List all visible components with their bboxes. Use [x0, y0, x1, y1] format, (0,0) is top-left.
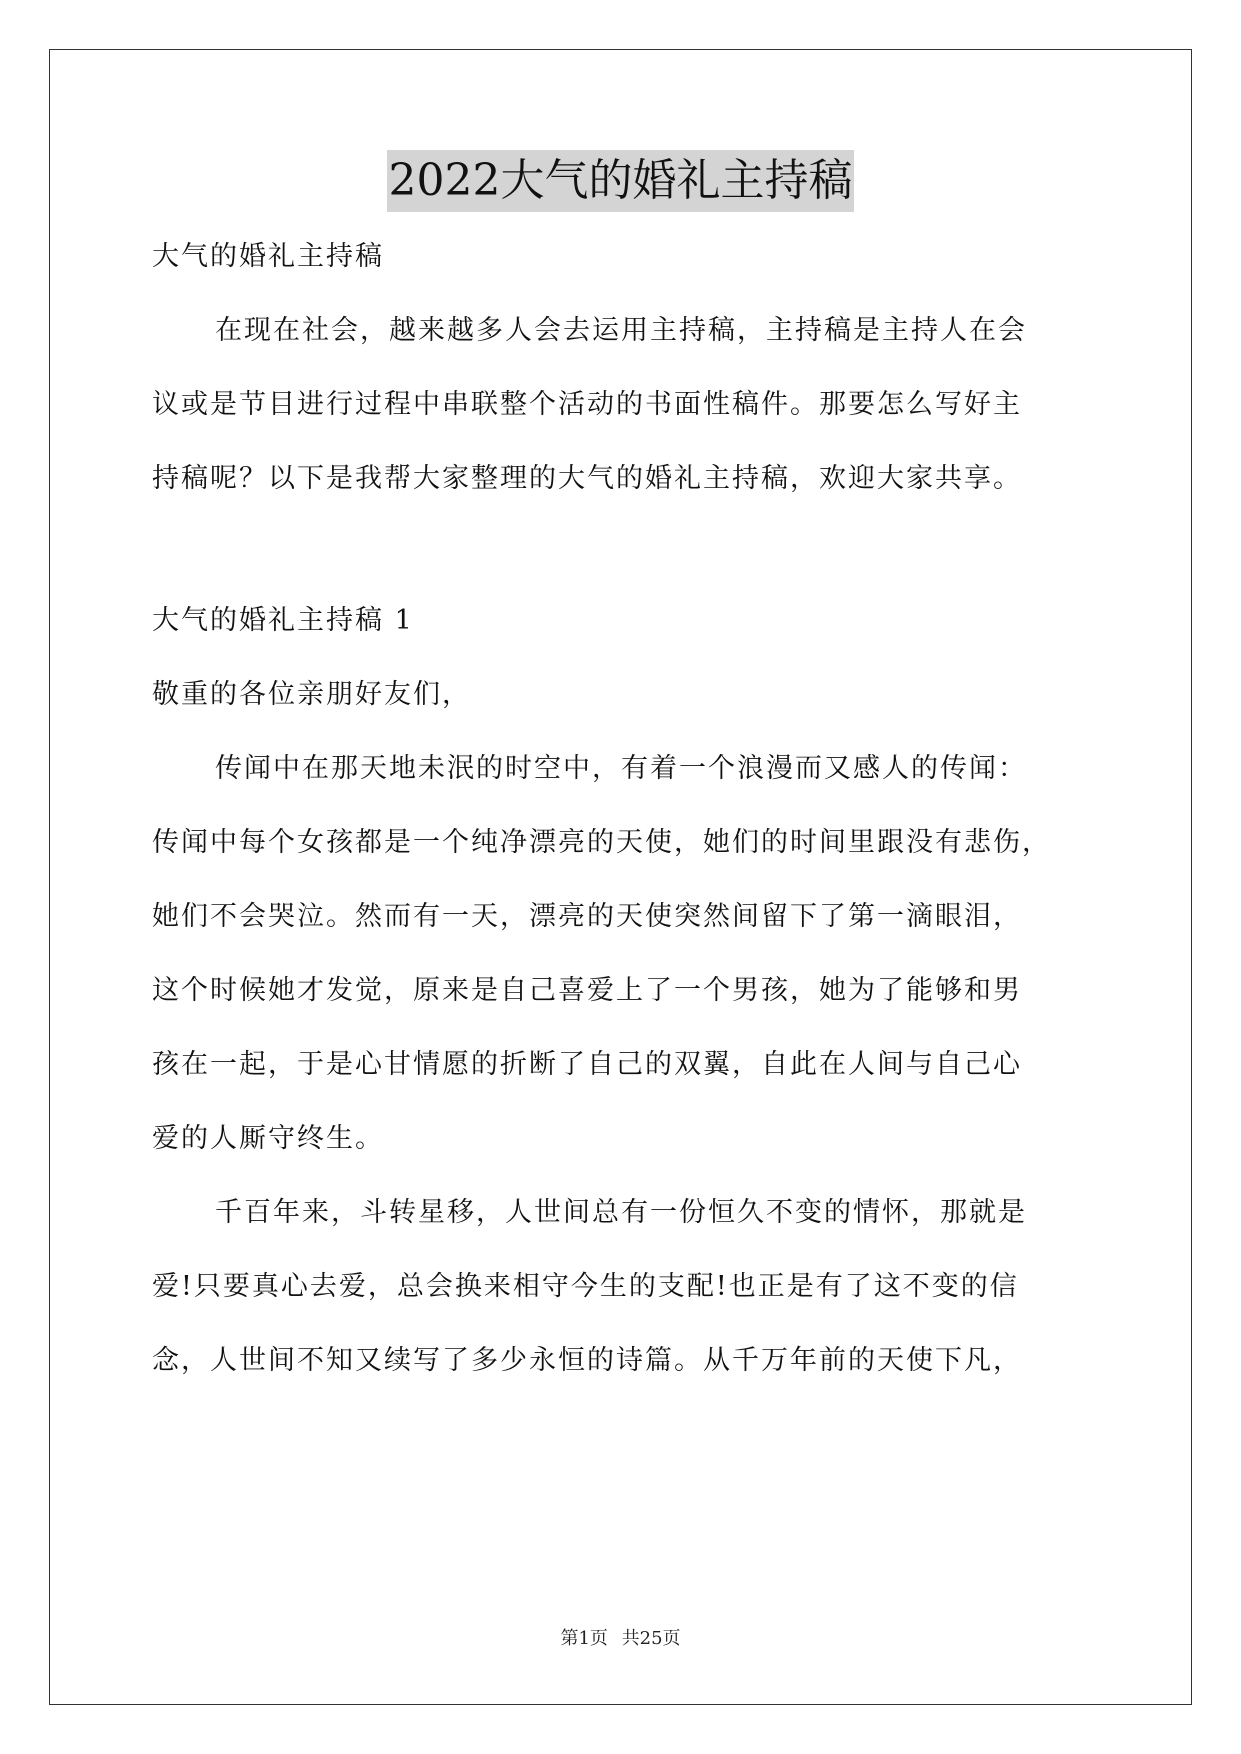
paragraph-line: 传闻中在那天地未泯的时空中，有着一个浪漫而又感人的传闻： — [215, 753, 1027, 784]
paragraph-line: 爱的人厮守终生。 — [152, 1123, 384, 1154]
paragraph-line: 念，人世间不知又续写了多少永恒的诗篇。从千万年前的天使下凡， — [152, 1345, 1022, 1376]
salutation: 敬重的各位亲朋好友们， — [152, 679, 471, 710]
title-container — [0, 150, 1241, 212]
paragraph-line: 持稿呢？以下是我帮大家整理的大气的婚礼主持稿，欢迎大家共享。 — [152, 463, 1022, 494]
paragraph-line: 她们不会哭泣。然而有一天，漂亮的天使突然间留下了第一滴眼泪， — [152, 901, 1022, 932]
page-total: 共25页 — [621, 1628, 681, 1649]
section-heading: 大气的婚礼主持稿 1 — [152, 605, 414, 636]
page-number: 第1页 — [560, 1628, 608, 1649]
paragraph-line: 爱!只要真心去爱，总会换来相守今生的支配!也正是有了这不变的信 — [152, 1271, 1019, 1302]
section-heading: 大气的婚礼主持稿 — [152, 241, 384, 272]
page-footer — [0, 1627, 1241, 1651]
paragraph-line: 孩在一起，于是心甘情愿的折断了自己的双翼，自此在人间与自己心 — [152, 1049, 1022, 1080]
paragraph-line: 在现在社会，越来越多人会去运用主持稿，主持稿是主持人在会 — [215, 315, 1027, 346]
paragraph-line: 千百年来，斗转星移，人世间总有一份恒久不变的情怀，那就是 — [215, 1197, 1027, 1228]
paragraph-line: 传闻中每个女孩都是一个纯净漂亮的天使，她们的时间里跟没有悲伤， — [152, 827, 1051, 858]
paragraph-line: 议或是节目进行过程中串联整个活动的书面性稿件。那要怎么写好主 — [152, 389, 1022, 420]
document-title: 2022大气的婚礼主持稿 — [387, 150, 855, 212]
page-border — [49, 49, 1192, 1705]
paragraph-line: 这个时候她才发觉，原来是自己喜爱上了一个男孩，她为了能够和男 — [152, 975, 1022, 1006]
